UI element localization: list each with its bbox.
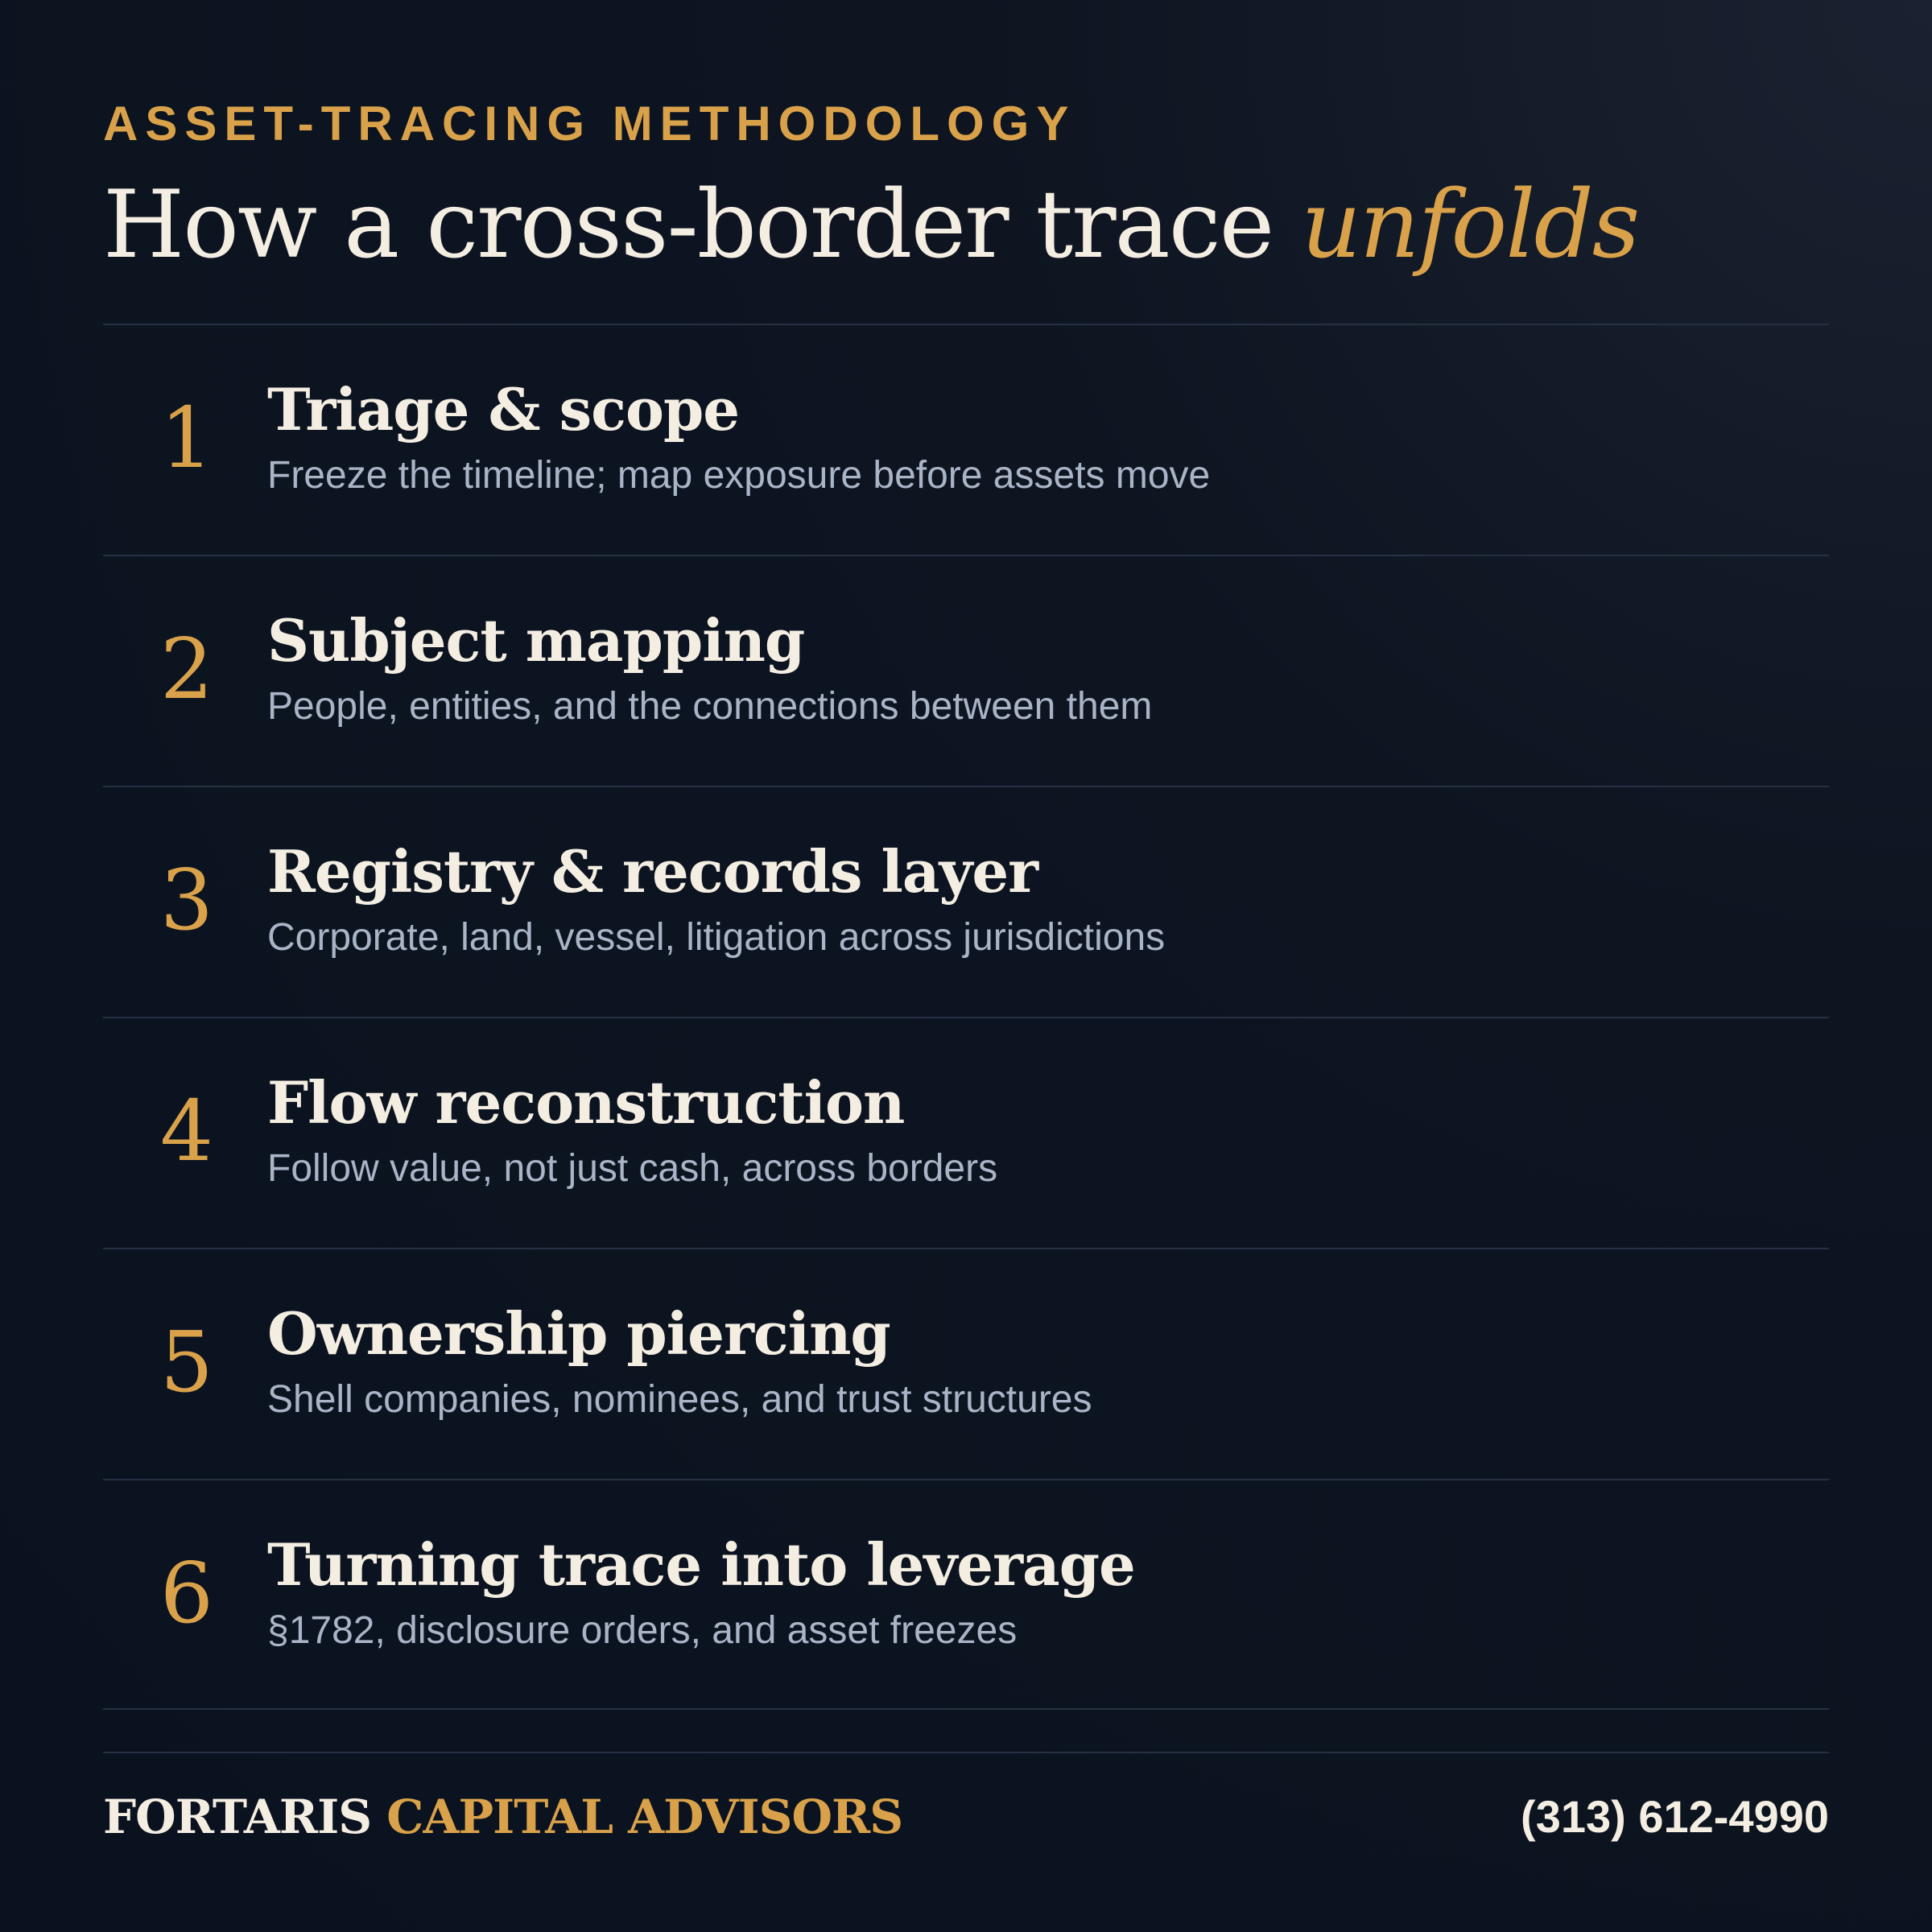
page-title <box>103 169 1638 282</box>
step-4 <box>103 1018 1829 1248</box>
phone-number: (313) 612-4990 <box>1521 1791 1829 1842</box>
step-description: Shell companies, nominees, and trust structures <box>267 1378 1092 1421</box>
step-number: 6 <box>159 1544 214 1642</box>
step-description: §1782, disclosure orders, and asset freezes <box>267 1609 1018 1652</box>
step-2 <box>103 556 1829 786</box>
step-number: 3 <box>159 851 214 949</box>
brand-logo <box>103 1789 902 1845</box>
eyebrow-label: ASSET-TRACING METHODOLOGY <box>103 97 1076 151</box>
step-description: Follow value, not just cash, across borders <box>267 1147 998 1190</box>
footer-divider <box>103 1752 1829 1753</box>
step-title: Subject mapping <box>267 606 805 675</box>
step-title: Flow reconstruction <box>267 1068 905 1137</box>
step-title: Triage & scope <box>267 375 740 444</box>
step-description: People, entities, and the connections between them <box>267 685 1153 728</box>
step-number: 2 <box>159 620 214 718</box>
step-3 <box>103 787 1829 1017</box>
brand-name-second: CAPITAL ADVISORS <box>386 1790 903 1844</box>
step-description: Freeze the timeline; map exposure before assets move <box>267 454 1211 497</box>
title-accent: unfolds <box>1301 171 1639 279</box>
step-title: Ownership piercing <box>267 1299 890 1368</box>
title-main: How a cross-border trace <box>103 171 1302 279</box>
step-title: Registry & records layer <box>267 837 1038 906</box>
step-6 <box>103 1480 1829 1710</box>
step-number: 5 <box>159 1313 214 1411</box>
brand-name-first: FORTARIS <box>103 1790 372 1844</box>
step-number: 1 <box>159 389 214 487</box>
step-1 <box>103 325 1829 555</box>
step-number: 4 <box>159 1082 214 1180</box>
step-title: Turning trace into leverage <box>267 1530 1135 1599</box>
step-description: Corporate, land, vessel, litigation across jurisdictions <box>267 916 1166 959</box>
step-5 <box>103 1249 1829 1479</box>
divider <box>103 1708 1829 1710</box>
